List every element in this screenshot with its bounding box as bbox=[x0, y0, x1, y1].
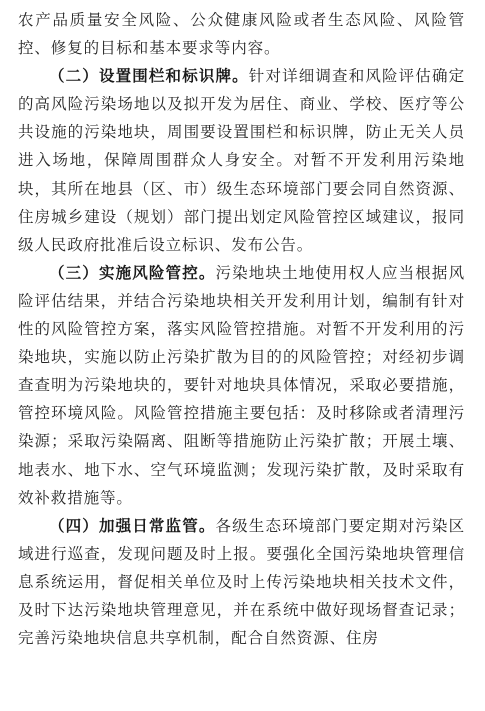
section-heading-risk-control: （三）实施风险管控。 bbox=[49, 263, 216, 282]
paragraph-text: 各级生态环境部门要定期对污染区域进行巡查，发现问题及时上报。要强化全国污染地块管理信息系统运用，督促相关单位及时上传污染地块相关技术文件，及时下达污染地块管理意见，并在系统中做好现场督查记录；完善污染地块信息共享机制，配合自然资源、住房 bbox=[18, 516, 465, 648]
section-heading-daily-supervision: （四）加强日常监管。 bbox=[49, 516, 216, 535]
paragraph-daily-supervision bbox=[18, 512, 465, 652]
paragraph-text: 污染地块土地使用权人应当根据风险评估结果，并结合污染地块相关开发利用计划，编制有针对性的风险管控方案，落实风险管控措施。对暂不开发利用的污染地块，实施以防止污染扩散为目的的风险管控；对经初步调查查明为污染地块的，要针对地块具体情况，采取必要措施，管控环境风险。风险管控措施主要包括：及时移除或者清理污染源；采取污染隔离、阻断等措施防止污染扩散；开展土壤、地表水、地下水、空气环境监测；发现污染扩散，及时采取有效补救措施等。 bbox=[18, 263, 465, 507]
paragraph-risk-control bbox=[18, 259, 465, 512]
paragraph-fence-signage bbox=[18, 62, 465, 259]
paragraph-text: 农产品质量安全风险、公众健康风险或者生态风险、风险管控、修复的目标和基本要求等内容。 bbox=[18, 11, 465, 58]
paragraph-risk-assessment-tail bbox=[18, 6, 465, 62]
paragraph-text: 针对详细调查和风险评估确定的高风险污染场地以及拟开发为居住、商业、学校、医疗等公共设施的污染地块，周围要设置围栏和标识牌，防止无关人员进入场地，保障周围群众人身安全。对暂不开发利用污染地块，其所在地县（区、市）级生态环境部门要会同自然资源、住房城乡建设（规划）部门提出划定风险管控区域建议，报同级人民政府批准后设立标识、发布公告。 bbox=[18, 67, 465, 254]
section-heading-fence-signage: （二）设置围栏和标识牌。 bbox=[49, 67, 249, 86]
